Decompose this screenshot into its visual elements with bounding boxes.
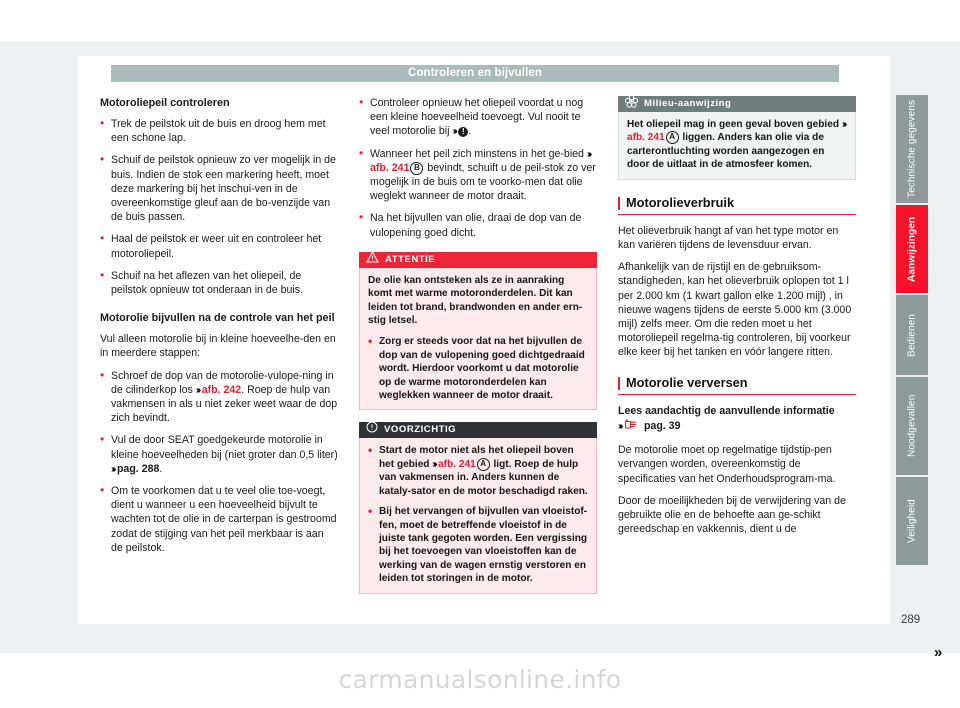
notice-paragraph: De olie kan ontsteken als ze in aanraking komt met warme motoronderdelen. Dit kan leiden tot brand, brandwonden en ander ern-stig letsel. — [368, 274, 583, 327]
notice-text: Het oliepeil mag in geen geval boven gebied — [627, 119, 842, 130]
notice-header — [359, 252, 597, 268]
list-item-text: Wanneer het peil zich minstens in het ge-bied — [370, 147, 587, 160]
notice-header — [359, 422, 597, 438]
chevron-ref-icon: ››› — [586, 147, 590, 160]
list-item-text: Start de motor niet als het oliepeil boven het gebied — [379, 445, 574, 470]
cross-ref-link[interactable]: afb. 241 — [370, 161, 410, 174]
tab-veiligheid[interactable]: Veiligheid — [896, 477, 928, 565]
list-item: • Schuif de peilstok opnieuw zo ver mogelijk in de buis. Indien de stok een markering heeft, moet deze markering bij het inschui-ven in de overeenkomstige gleuf aan de bo-venzijde van de buis passen. — [100, 153, 338, 224]
chevron-ref-icon: ››› — [195, 383, 199, 396]
lead-bold-text: Lees aandachtig de aanvullende informatie — [618, 404, 835, 417]
chevron-ref-icon: ››› — [452, 125, 456, 138]
heading-motoroliepeil-controleren: Motoroliepeil controleren — [100, 97, 230, 109]
list-item-text: Schroef de dop van de motorolie-vulope-ning in de cilinderkop los — [111, 369, 334, 396]
heading-motorolie-bijvullen: Motorolie bijvullen na de controle van het peil — [100, 312, 335, 325]
tab-noodgevallen[interactable]: Noodgevallen — [896, 377, 928, 475]
notice-body — [359, 438, 597, 593]
environment-flower-icon — [625, 95, 638, 114]
list-item-text-tail: . — [468, 125, 472, 138]
cross-ref-link[interactable]: pag. 288 — [116, 462, 160, 475]
notice-voorzichtig — [359, 422, 597, 593]
list-item: • Schuif na het aflezen van het oliepeil, de peilstok opnieuw tot onderaan in de buis. — [100, 269, 338, 297]
list-item: • Om te voorkomen dat u te veel olie toe-voegt, dient u wanneer u een hoeveelheid bijvult te wachten tot de olie in de carterpan is gestroomd zodat de stijging van het peil merkbaar is aan de peilstok. — [100, 484, 338, 555]
cross-ref-link[interactable]: afb. 242 — [201, 383, 242, 396]
warning-marker-icon: ! — [458, 127, 468, 137]
cross-ref-link[interactable]: afb. 241 — [438, 458, 476, 470]
section-heading-motorolieverbruik: Motorolieverbruik — [618, 196, 856, 215]
read-manual-hand-icon — [623, 418, 639, 435]
page-number: 289 — [901, 614, 921, 626]
callout-letter-a: A — [477, 458, 490, 471]
warning-triangle-icon — [366, 251, 379, 269]
notice-attentie — [359, 252, 597, 411]
list-item-text-tail: . Roep de hulp van vakmensen in als u niet zeker weet waar de dop zich bevindt. — [111, 383, 338, 425]
list-item — [359, 147, 597, 204]
body-paragraph: De motorolie moet op regelmatige tijdstip-pen vervangen worden, overeenkomstig de specificaties van het Onderhoudsprogram-ma. — [618, 444, 836, 485]
list-item-text-tail: bevindt, schuift u de peil-stok zo ver mogelijk in de buis om te voorko-men dat olie weglekt wanneer de motor draait. — [370, 161, 596, 203]
body-paragraph: Door de moeilijkheden bij de verwijdering van de gebruikte olie en de behoefte aan ge-schikt gereedschap en vakkennis, dient u de — [618, 494, 846, 536]
list-item-text-tail: . — [159, 462, 163, 475]
callout-letter-a: A — [666, 131, 679, 144]
notice-body — [359, 268, 597, 411]
list-item: • Trek de peilstok uit de buis en droog hem met een schone lap. — [100, 117, 338, 145]
site-watermark: carmanualsonline.info — [338, 665, 622, 694]
notice-text-tail: liggen. Anders kan olie via de carterontluchting worden aangezogen en door de uitlaat in de atmosfeer komen. — [627, 132, 825, 171]
tab-bedienen[interactable]: Bedienen — [896, 295, 928, 375]
list-item — [100, 369, 338, 426]
notice-body — [618, 112, 856, 180]
body-paragraph: Het olieverbruik hangt af van het type motor en kan variëren tijdens de levensduur ervan. — [618, 224, 839, 252]
intro-paragraph: Vul alleen motorolie bij in kleine hoeveelhe-den en in meerdere stappen: — [100, 333, 336, 360]
list-item: • Na het bijvullen van olie, draai de dop van de vulopening goed dicht. — [359, 211, 597, 239]
list-item: • Haal de peilstok er weer uit en controleer het motoroliepeil. — [100, 232, 338, 260]
list-item-text: Controleer opnieuw het oliepeil voordat u nog een kleine hoeveelheid toevoegt. Vul nooit te veel motorolie bij — [370, 97, 584, 138]
tab-aanwijzingen[interactable]: Aanwijzingen — [896, 205, 928, 293]
list-item: • Zorg er steeds voor dat na het bijvullen de dop van de vulopening goed dichtgedraaid wordt. Hierdoor voorkomt u dat motorolie op de warme motoronderdelen kan weglekken wanneer de motor draait. — [368, 335, 588, 402]
continuation-chevron-icon: » — [934, 644, 940, 661]
section-tabs — [896, 95, 928, 567]
list-item: • Bij het vervangen of bijvullen van vloeistof-fen, moet de betreffende vloeistof in de juiste tank gegoten worden. Een vergissing bij het toevoegen van vloeistoffen kan de werking van de wagen ernstig verstoren en leiden tot storingen in de motor. — [368, 505, 588, 585]
callout-letter-b: B — [410, 162, 423, 175]
section-heading-motorolie-verversen: Motorolie verversen — [618, 376, 856, 395]
page-running-header: Controleren en bijvullen — [111, 65, 839, 82]
cross-ref-link[interactable]: afb. 241 — [627, 132, 665, 144]
chevron-ref-icon: ››› — [432, 457, 436, 470]
notice-header — [618, 96, 856, 112]
notice-title: VOORZICHTIG — [384, 424, 457, 436]
tab-technische-gegevens[interactable]: Technische gegevens — [896, 95, 928, 203]
notice-title: Milieu-aanwijzing — [644, 98, 732, 109]
notice-title: ATTENTIE — [385, 253, 436, 265]
column-right — [618, 96, 856, 544]
list-item-text-tail: ligt. Roep de hulp van vakmensen in. Anders kunnen de kataly-sator en de motor beschadigd raken. — [379, 458, 588, 497]
list-item — [100, 433, 338, 476]
cross-ref-link[interactable]: pag. 39 — [643, 420, 681, 433]
list-item — [368, 444, 588, 498]
chevron-ref-icon: ››› — [841, 118, 845, 130]
column-middle — [359, 96, 597, 594]
lead-reference — [618, 404, 856, 435]
column-left — [100, 96, 338, 563]
notice-milieu-aanwijzing — [618, 96, 856, 180]
chevron-ref-icon: ››› — [618, 420, 621, 433]
body-paragraph: Afhankelijk van de rijstijl en de gebruiksom-standigheden, kan het olieverbruik oplopen tot 1 l per 2.000 km (1 kwart gallon elke 1.200 mijl) , in nieuwe wagens tijdens de eerste 5.000 km (3.000 mijl) zelfs meer. Om die reden moet u het motoroliepeil regelma-tig controleren, bij voorkeur elke keer bij het tanken en vóór langere ritten. — [618, 261, 852, 359]
list-item-text: Vul de door SEAT goedgekeurde motorolie in kleine hoeveelheden bij (niet groter dan 0,5 liter) — [111, 434, 338, 461]
chevron-ref-icon: ››› — [111, 462, 114, 475]
list-item — [359, 96, 597, 139]
exclamation-circle-icon — [366, 421, 378, 439]
